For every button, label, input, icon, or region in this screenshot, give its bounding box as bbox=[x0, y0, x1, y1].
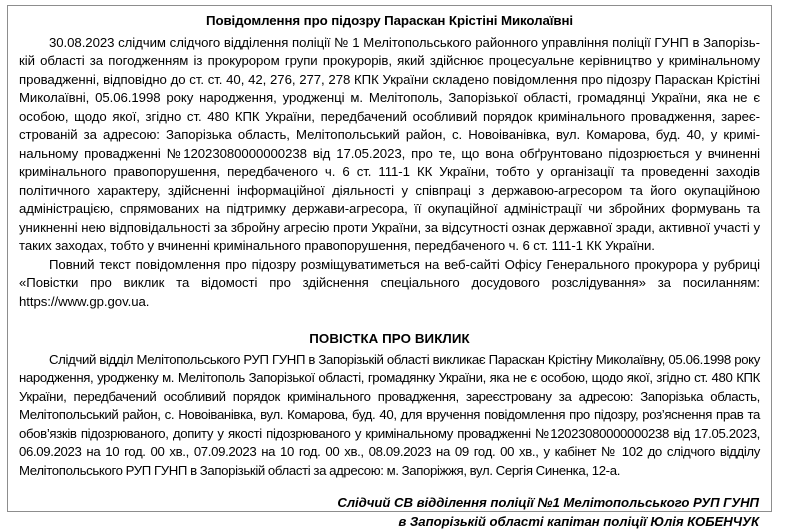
signature-line-role: Слідчий СВ відділення поліції №1 Мелітопольського РУП ГУНП bbox=[19, 494, 759, 513]
notice-paragraph-2: Повний текст повідомлення про підозру розміщуватиметься на веб-сайті Офісу Генерального прокурора у рубриці «Повістки про виклик та відомості про здійснення спеціального досудового розслідування» за посиланням: https://www.gp.gov.ua. bbox=[19, 256, 760, 312]
notice-paragraph-1: 30.08.2023 слідчим слідчого відділення поліції № 1 Мелітопольського районного управління поліції ГУНП в Запорізькій області за погодженням із прокурором групи прокурорів, який здійснює процесуальне керівництво у кримінальному провадженні, відповідно до ст. ст. 40, 42, 276, 277, 278 КПК України складено повідомлення про підозру Параскан Крістіні Миколаївні, 05.06.1998 року народження, уродженці м. Мелітополь, Запорізької області, громадянці України, яка не є особою, щодо якої, згідно ст. 480 КПК України, передбачений особливий порядок кримінального провадження, зареєстрованій за адресою: Запорізька область, Мелітопольський район, с. Новоіванівка, вул. Комарова, буд. 40, у кримінальному провадженні №12023080000000238 від 17.05.2023, про те, що вона обґрунтовано підозрюється у вчиненні кримінального правопорушення, передбаченого ч. 6 ст. 111-1 КК України, тобто у організації та проведенні заходів політичного характеру, здійсненні інформаційної діяльності у співпраці з державою-агресором та його окупаційною адміністрацією, спрямованих на підтримку держави-агресора, її окупаційної адміністрації чи збройних формувань та уникненні нею відповідальності за збройну агресію проти України, за відсутності ознак державної зради, активної участі у таких заходах, тобто у вчиненні кримінального правопорушення, передбаченого ч. 6 ст. 111-1 КК України. bbox=[19, 34, 760, 256]
summons-paragraph: Слідчий відділ Мелітопольського РУП ГУНП в Запорізькій області викликає Параскан Крістіну Миколаївну, 05.06.1998 року народження, уродженку м. Мелітополь Запорізької області, громадянку України, яка не є особою, щодо якої, згідно ст. 480 КПК України, передбачений особливий порядок кримінального провадження, зареєстровану за адресою: Запорізька область, Мелітопольський район, с. Новоіванівка, вул. Комарова, буд. 40, для вручення повідомлення про підозру, роз’яснення прав та обов’язків підозрюваного, допиту у якості підозрюваного у кримінальному провадженні №12023080000000238 від 17.05.2023, 06.09.2023 на 10 год. 00 хв., 07.09.2023 на 10 год. 00 хв., 08.09.2023 на 09 год. 00 хв., у кабінет № 102 до слідчого відділу Мелітопольського РУП ГУНП в Запорізькій області за адресою: м. Запоріжжя, вул. Сергія Синенка, 12-а. bbox=[19, 351, 760, 481]
document-body bbox=[8, 6, 771, 531]
signature-block bbox=[19, 494, 760, 531]
summons-heading: ПОВІСТКА ПРО ВИКЛИК bbox=[19, 330, 760, 349]
signature-line-name: в Запорізькій області капітан поліції Юлія КОБЕНЧУК bbox=[19, 513, 759, 531]
document-page bbox=[7, 5, 772, 512]
page-title: Повідомлення про підозру Параскан Крістіні Миколаївні bbox=[19, 12, 760, 31]
